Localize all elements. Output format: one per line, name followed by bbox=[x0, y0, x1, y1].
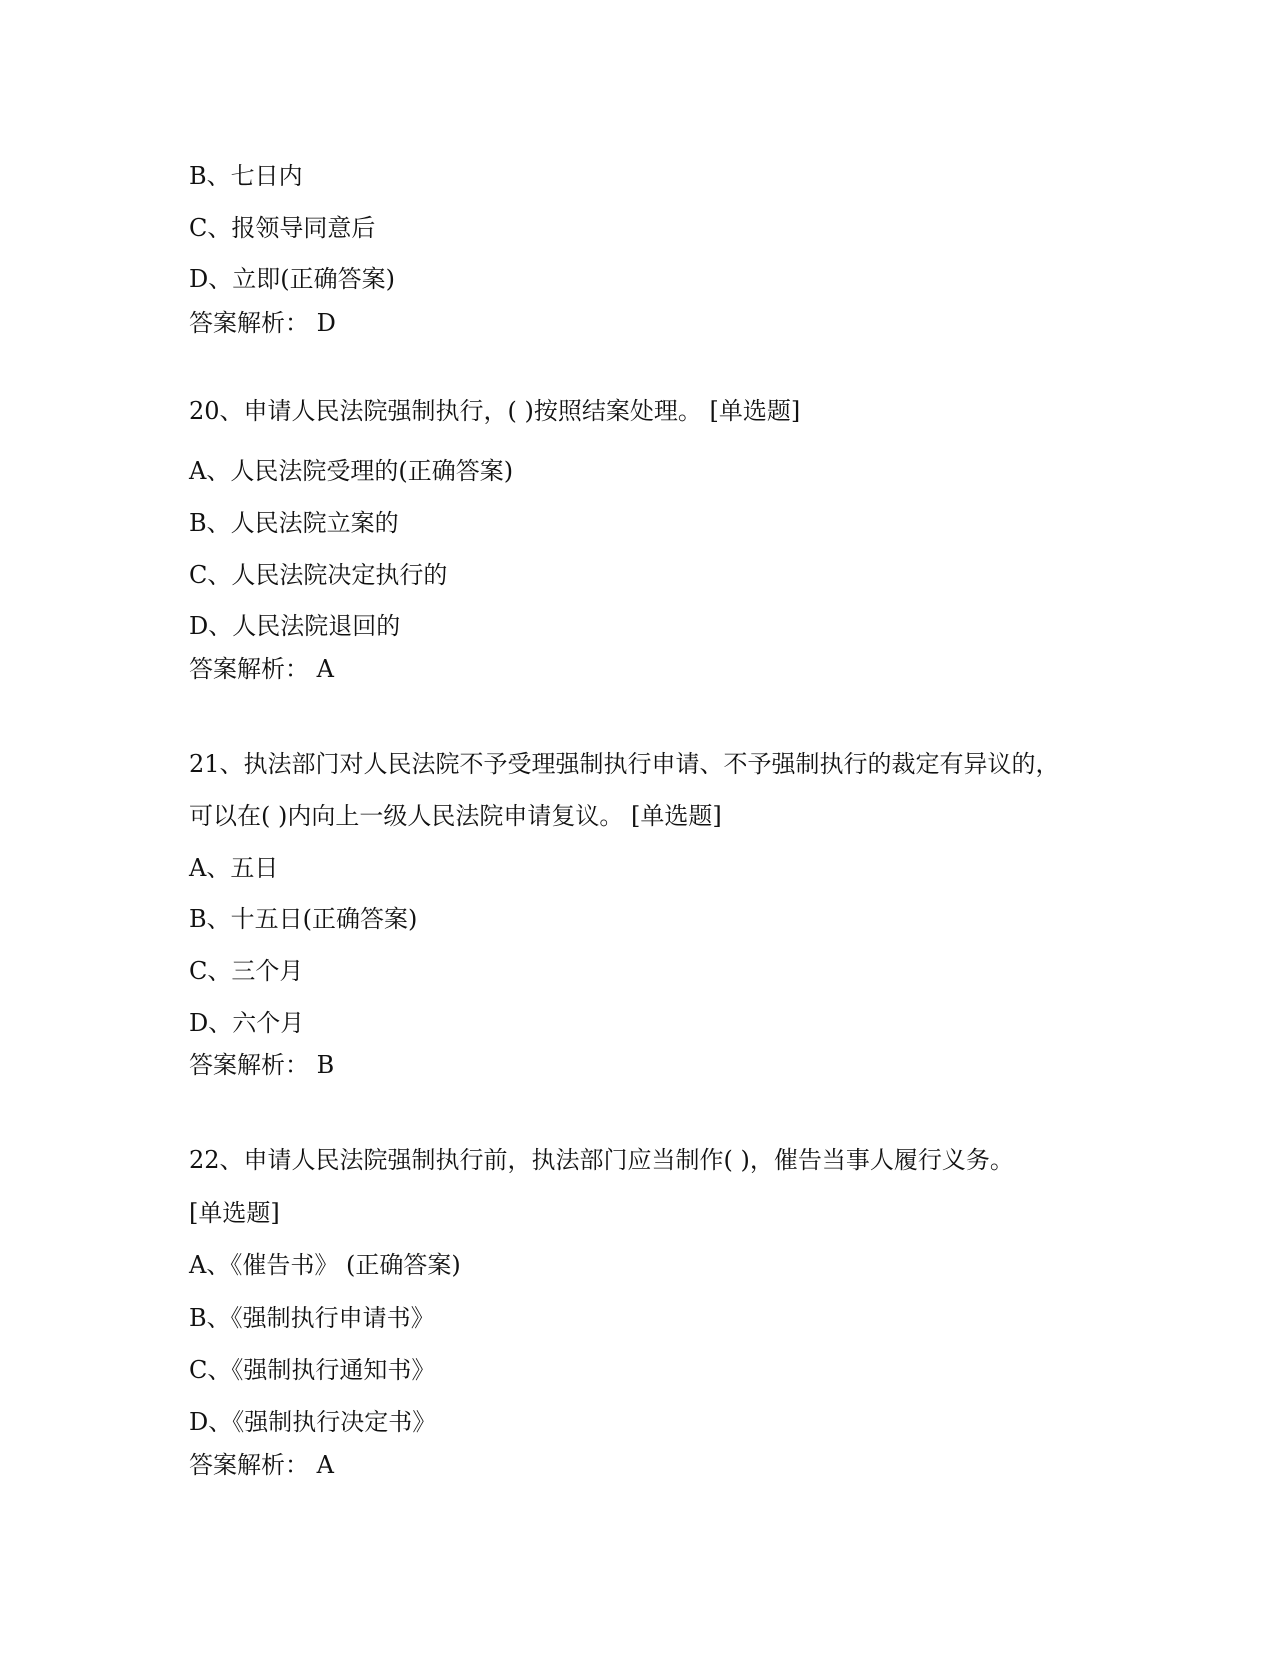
answer-analysis: 答案解析： D bbox=[189, 309, 336, 337]
question-21-option-b: B、十五日(正确答案) bbox=[189, 905, 418, 933]
question-21-stem-line-2: 可以在( )内向上一级人民法院申请复议。 [单选题] bbox=[189, 802, 722, 830]
question-22-option-c: C、《强制执行通知书》 bbox=[189, 1356, 436, 1384]
question-22-option-b: B、《强制执行申请书》 bbox=[189, 1304, 435, 1332]
question-22-stem-line-2: [单选题] bbox=[189, 1199, 280, 1227]
question-21-option-c: C、三个月 bbox=[189, 957, 304, 985]
question-20-option-c: C、人民法院决定执行的 bbox=[189, 561, 448, 589]
question-22-stem-line-1: 22、申请人民法院强制执行前，执法部门应当制作( )，催告当事人履行义务。 bbox=[189, 1146, 1014, 1174]
question-22-option-d: D、《强制执行决定书》 bbox=[189, 1408, 437, 1436]
question-20-option-a: A、人民法院受理的(正确答案) bbox=[189, 457, 514, 485]
option-d: D、立即(正确答案) bbox=[189, 265, 395, 293]
question-21-answer-analysis: 答案解析： B bbox=[189, 1051, 335, 1079]
question-21-stem-line-1: 21、执法部门对人民法院不予受理强制执行申请、不予强制执行的裁定有异议的， bbox=[189, 750, 1060, 778]
question-20-stem: 20、申请人民法院强制执行，( )按照结案处理。 [单选题] bbox=[189, 397, 801, 425]
question-21-option-a: A、五日 bbox=[189, 854, 279, 882]
question-21-option-d: D、六个月 bbox=[189, 1009, 305, 1037]
option-b: B、七日内 bbox=[189, 162, 303, 190]
option-c: C、报领导同意后 bbox=[189, 214, 376, 242]
question-22-option-a: A、《催告书》 (正确答案) bbox=[189, 1251, 461, 1279]
question-20-answer-analysis: 答案解析： A bbox=[189, 655, 334, 683]
question-20-option-b: B、人民法院立案的 bbox=[189, 509, 399, 537]
question-22-answer-analysis: 答案解析： A bbox=[189, 1451, 334, 1479]
question-20-option-d: D、人民法院退回的 bbox=[189, 612, 401, 640]
